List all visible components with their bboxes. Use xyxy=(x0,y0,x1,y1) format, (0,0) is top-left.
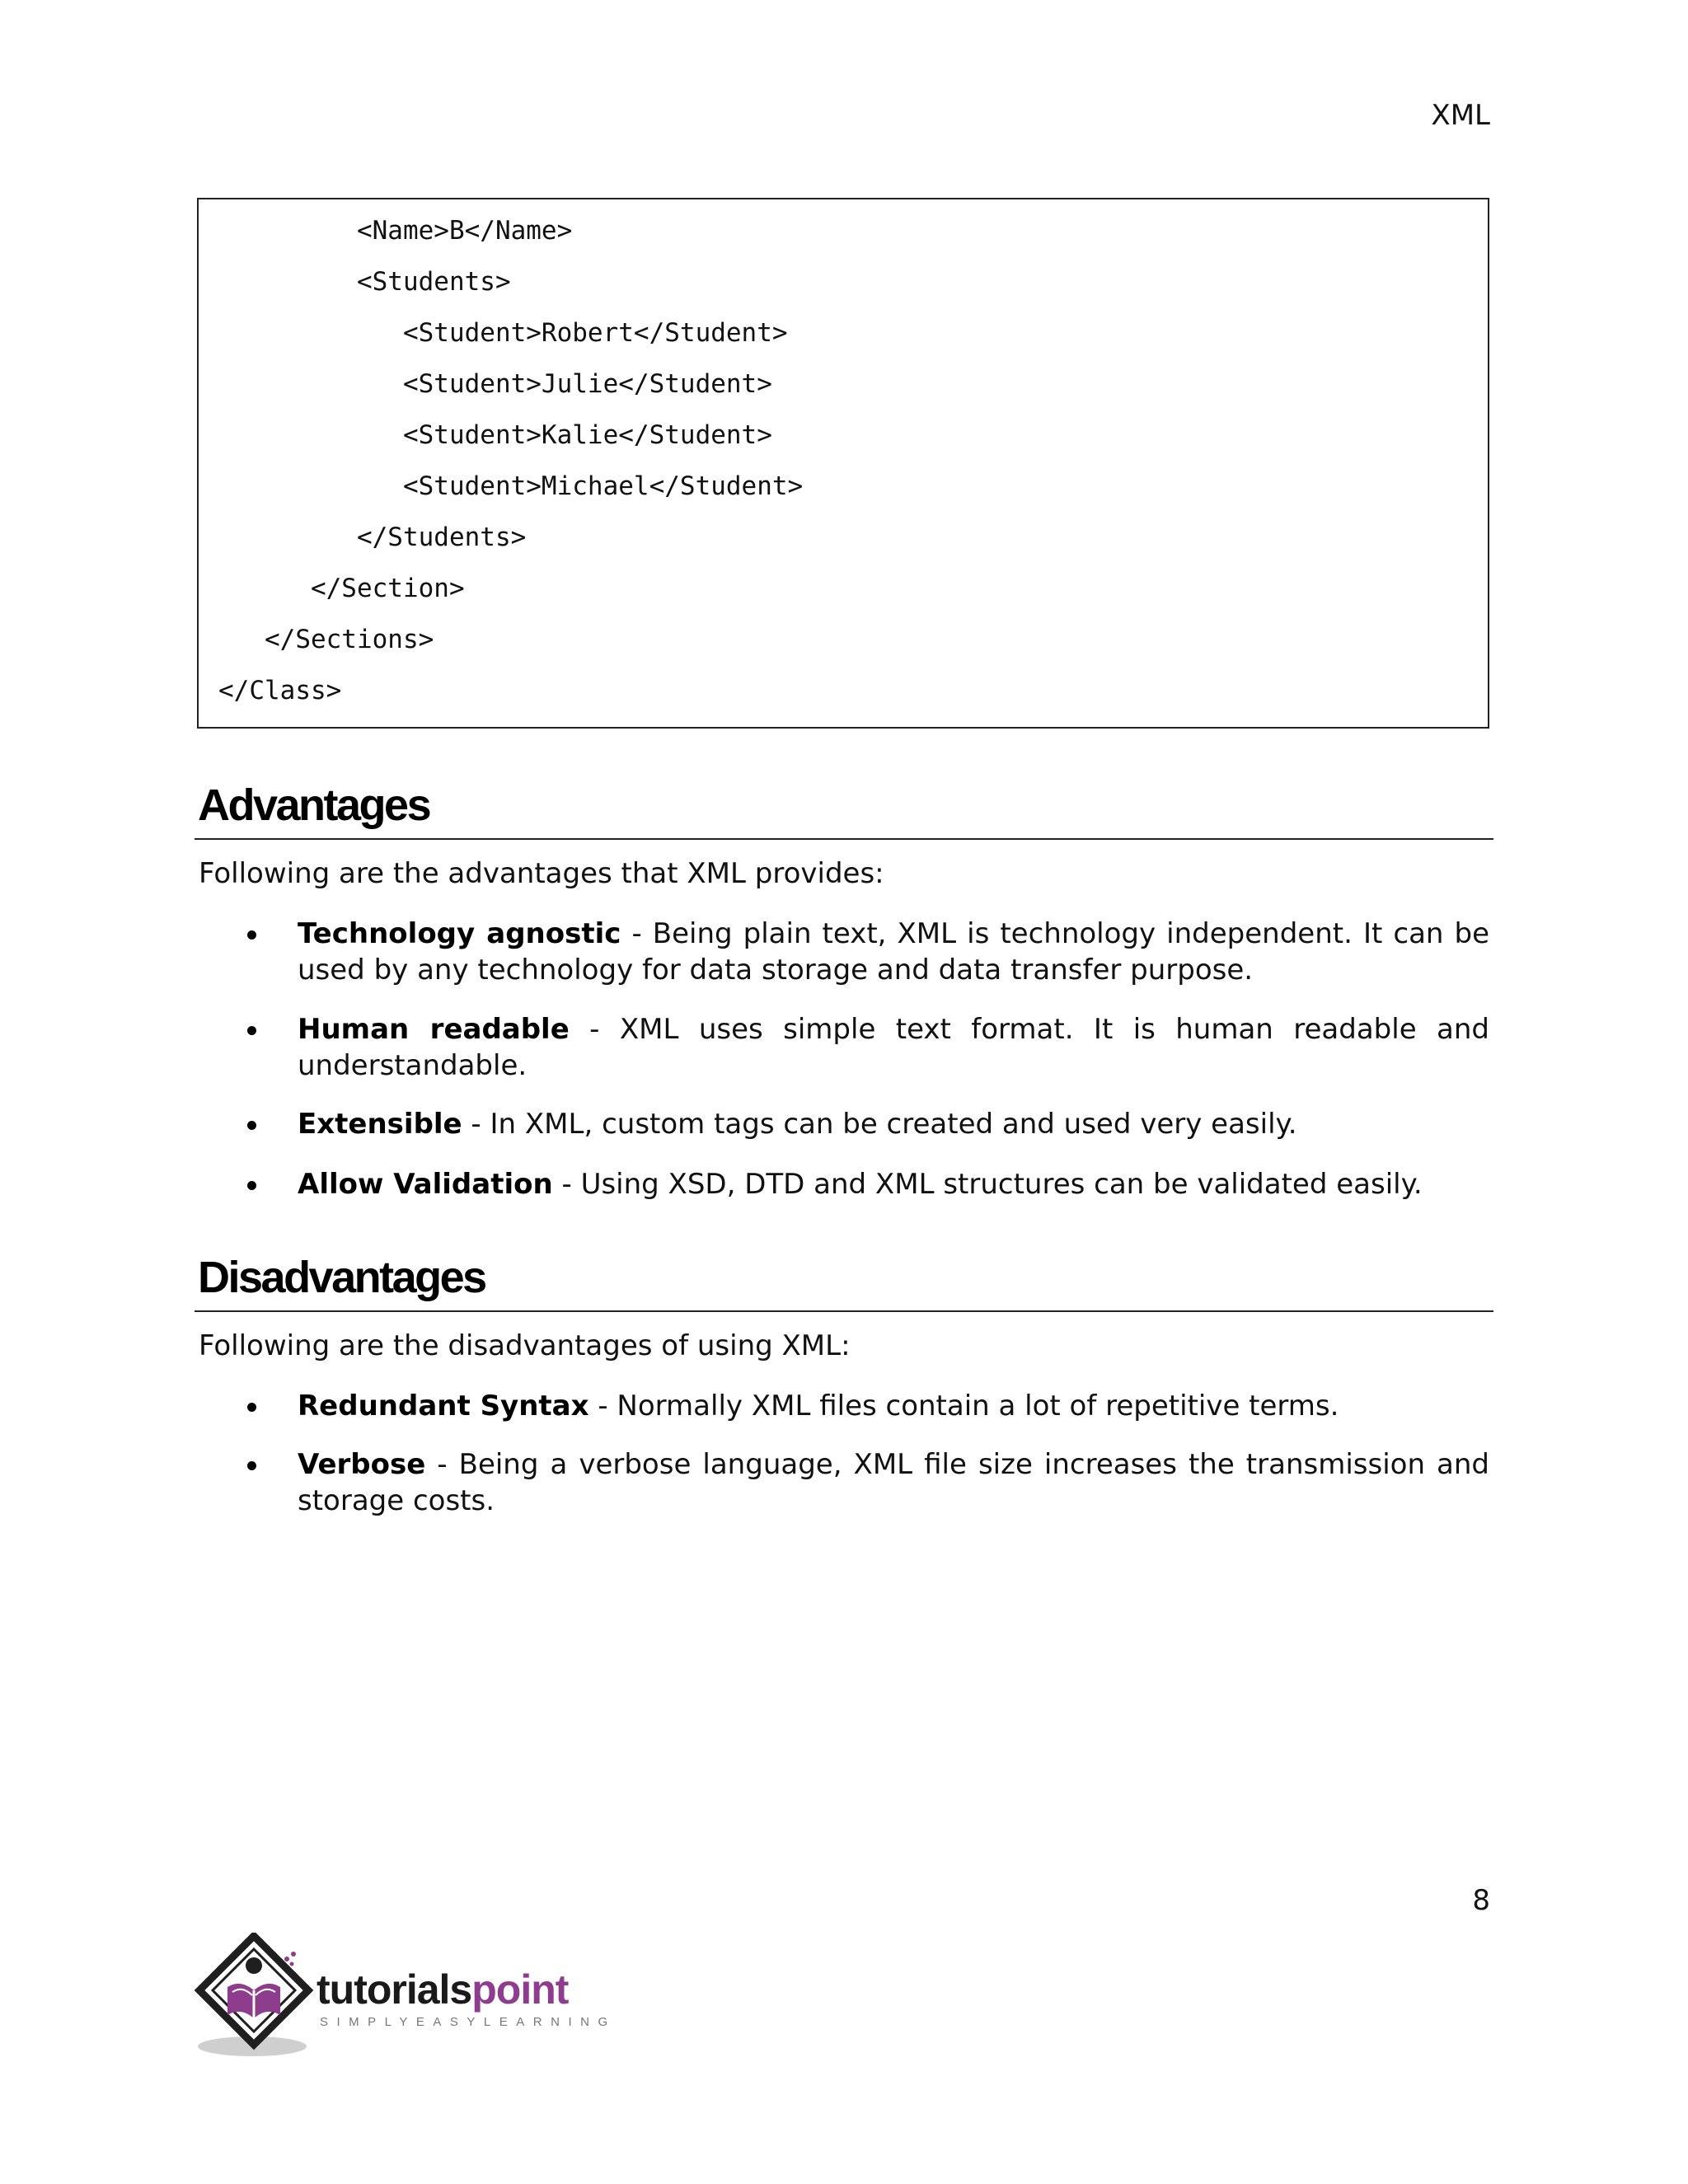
advantages-heading: Advantages xyxy=(198,780,430,830)
page-number: 8 xyxy=(1472,1884,1490,1917)
advantages-divider xyxy=(195,838,1493,840)
bullet-icon xyxy=(247,1181,256,1190)
code-line: <Students> xyxy=(218,267,511,297)
code-line: <Name>B</Name> xyxy=(218,216,573,246)
list-item xyxy=(298,1388,1489,1424)
item-term: Redundant Syntax xyxy=(298,1390,589,1422)
item-description: - Being plain text, XML is technology independent. It can be used by any technology for data storage and data transfer purpose. xyxy=(298,917,1490,987)
code-line: <Student>Julie</Student> xyxy=(218,369,772,399)
bullet-icon xyxy=(247,1026,256,1035)
code-line: </Class> xyxy=(218,676,342,705)
logo-wordmark: tutorialspoint xyxy=(316,1966,569,2013)
book-reader-logo-icon xyxy=(195,1933,318,2064)
code-line: <Student>Kalie</Student> xyxy=(218,420,772,450)
item-description: - Being a verbose language, XML file size increases the transmission and storage costs. xyxy=(298,1448,1489,1517)
disadvantages-intro: Following are the disadvantages of using XML: xyxy=(199,1329,851,1362)
item-term: Allow Validation xyxy=(298,1168,553,1201)
tutorialspoint-logo xyxy=(195,1933,623,2064)
bullet-icon xyxy=(247,1403,256,1412)
item-description: - XML uses simple text format. It is human readable and understandable. xyxy=(298,1013,1489,1082)
bullet-icon xyxy=(247,1121,256,1130)
code-line: </Sections> xyxy=(218,625,434,654)
item-term: Human readable xyxy=(298,1013,570,1046)
disadvantages-divider xyxy=(195,1310,1493,1312)
list-item xyxy=(298,1166,1489,1202)
code-line: </Students> xyxy=(218,523,527,552)
item-description: - In XML, custom tags can be created and used very easily. xyxy=(462,1108,1297,1141)
list-item xyxy=(298,916,1489,988)
code-line: </Section> xyxy=(218,574,465,603)
list-item xyxy=(298,1446,1489,1519)
bullet-icon xyxy=(247,1461,256,1470)
page-header-title: XML xyxy=(1431,99,1490,132)
advantages-intro: Following are the advantages that XML provides: xyxy=(199,857,884,890)
code-line: <Student>Michael</Student> xyxy=(218,471,804,501)
disadvantages-heading: Disadvantages xyxy=(198,1253,485,1302)
list-item xyxy=(298,1106,1489,1142)
bullet-icon xyxy=(247,930,256,940)
logo-tagline: SIMPLYEASYLEARNING xyxy=(320,2015,617,2029)
item-term: Technology agnostic xyxy=(298,917,621,950)
item-description: - Using XSD, DTD and XML structures can be validated easily. xyxy=(552,1168,1423,1201)
code-line: <Student>Robert</Student> xyxy=(218,318,788,348)
list-item xyxy=(298,1011,1489,1084)
item-term: Verbose xyxy=(298,1448,426,1481)
item-description: - Normally XML files contain a lot of repetitive terms. xyxy=(588,1390,1339,1422)
item-term: Extensible xyxy=(298,1108,462,1141)
code-block xyxy=(197,198,1489,729)
